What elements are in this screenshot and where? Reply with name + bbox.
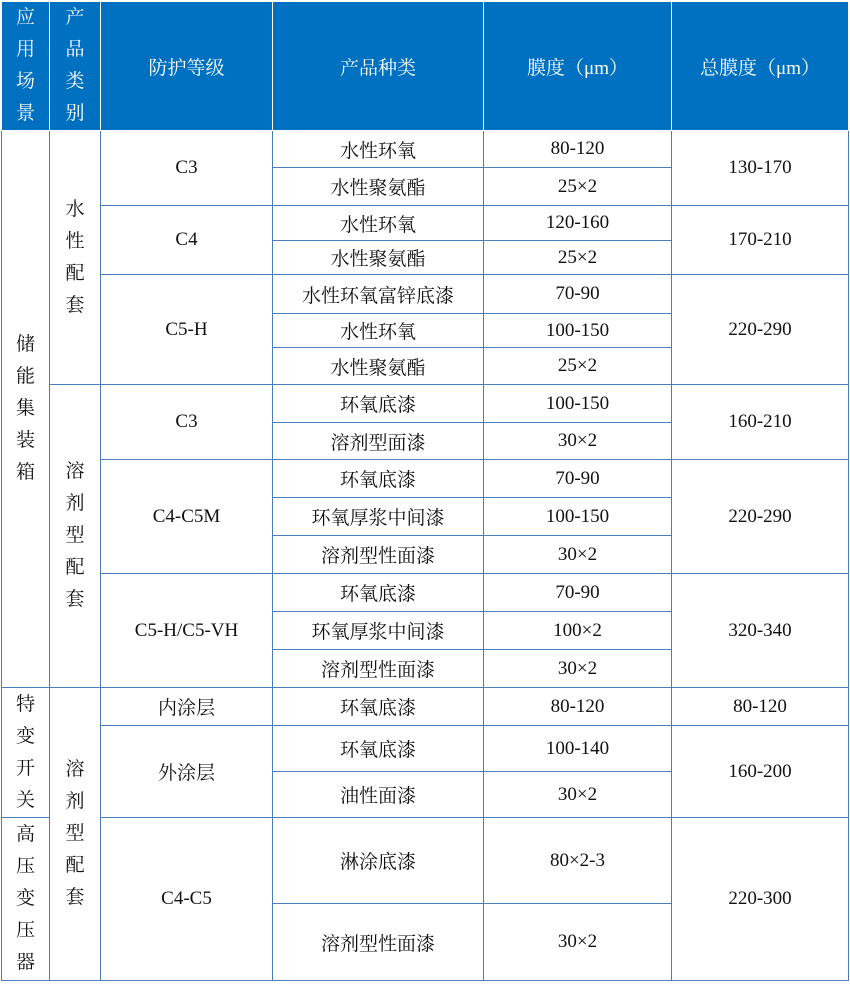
total-thickness-cell: 160-200: [672, 726, 849, 818]
thickness-cell: 30×2: [484, 904, 672, 981]
thickness-cell: 100-150: [484, 314, 672, 348]
thickness-cell: 80×2-3: [484, 818, 672, 904]
thickness-cell: 25×2: [484, 348, 672, 385]
grade-cell: C5-H/C5-VH: [101, 574, 273, 688]
total-thickness-cell: 320-340: [672, 574, 849, 688]
product-cell: 溶剂型面漆: [273, 423, 484, 460]
header-scene: 应用场景: [2, 2, 50, 131]
product-cell: 环氧底漆: [273, 385, 484, 423]
header-product: 产品种类: [273, 2, 484, 131]
table-row: [2, 275, 849, 314]
thickness-cell: 30×2: [484, 423, 672, 460]
product-cell: 水性环氧: [273, 131, 484, 168]
thickness-cell: 25×2: [484, 168, 672, 206]
thickness-cell: 30×2: [484, 650, 672, 688]
product-cell: 水性环氧: [273, 314, 484, 348]
thickness-cell: 100-140: [484, 726, 672, 772]
table-row: [2, 726, 849, 772]
table-row: [2, 688, 849, 726]
product-cell: 溶剂型性面漆: [273, 650, 484, 688]
product-cell: 水性聚氨酯: [273, 348, 484, 385]
total-thickness-cell: 170-210: [672, 206, 849, 275]
thickness-cell: 70-90: [484, 574, 672, 612]
grade-cell: C4-C5M: [101, 460, 273, 574]
product-cell: 环氧底漆: [273, 460, 484, 498]
table-row: [2, 131, 849, 168]
header-grade: 防护等级: [101, 2, 273, 131]
thickness-cell: 80-120: [484, 131, 672, 168]
thickness-cell: 80-120: [484, 688, 672, 726]
header-total-thickness: 总膜度（μm）: [672, 2, 849, 131]
header-thickness: 膜度（μm）: [484, 2, 672, 131]
product-cell: 环氧底漆: [273, 574, 484, 612]
grade-cell: C4-C5: [101, 818, 273, 981]
table-body: [2, 131, 849, 981]
header-category: 产品类别: [50, 2, 101, 131]
table-row: [2, 385, 849, 423]
table-row: [2, 574, 849, 612]
category-cell: 溶剂型配套: [50, 688, 101, 981]
grade-cell: 内涂层: [101, 688, 273, 726]
grade-cell: C4: [101, 206, 273, 275]
product-cell: 环氧底漆: [273, 688, 484, 726]
table-row: [2, 818, 849, 904]
product-cell: 环氧底漆: [273, 726, 484, 772]
category-cell: 溶剂型配套: [50, 385, 101, 688]
thickness-cell: 100×2: [484, 612, 672, 650]
scene-cell: 特变开关: [2, 688, 50, 818]
scene-cell: 高压变压器: [2, 818, 50, 981]
header-row: [2, 2, 849, 131]
total-thickness-cell: 220-290: [672, 460, 849, 574]
thickness-cell: 120-160: [484, 206, 672, 241]
thickness-cell: 25×2: [484, 241, 672, 275]
product-cell: 溶剂型性面漆: [273, 536, 484, 574]
coating-spec-table: [1, 1, 849, 981]
product-cell: 水性聚氨酯: [273, 168, 484, 206]
product-cell: 水性环氧: [273, 206, 484, 241]
total-thickness-cell: 220-290: [672, 275, 849, 385]
product-cell: 环氧厚浆中间漆: [273, 498, 484, 536]
category-cell: 水性配套: [50, 131, 101, 385]
table-row: [2, 206, 849, 241]
scene-cell: 储能集装箱: [2, 131, 50, 688]
product-cell: 环氧厚浆中间漆: [273, 612, 484, 650]
grade-cell: C3: [101, 385, 273, 460]
grade-cell: C5-H: [101, 275, 273, 385]
product-cell: 淋涂底漆: [273, 818, 484, 904]
thickness-cell: 100-150: [484, 385, 672, 423]
grade-cell: C3: [101, 131, 273, 206]
total-thickness-cell: 220-300: [672, 818, 849, 981]
table-row: [2, 460, 849, 498]
total-thickness-cell: 80-120: [672, 688, 849, 726]
product-cell: 水性环氧富锌底漆: [273, 275, 484, 314]
thickness-cell: 30×2: [484, 536, 672, 574]
thickness-cell: 100-150: [484, 498, 672, 536]
total-thickness-cell: 130-170: [672, 131, 849, 206]
thickness-cell: 70-90: [484, 460, 672, 498]
total-thickness-cell: 160-210: [672, 385, 849, 460]
grade-cell: 外涂层: [101, 726, 273, 818]
product-cell: 溶剂型性面漆: [273, 904, 484, 981]
thickness-cell: 30×2: [484, 772, 672, 818]
product-cell: 油性面漆: [273, 772, 484, 818]
product-cell: 水性聚氨酯: [273, 241, 484, 275]
thickness-cell: 70-90: [484, 275, 672, 314]
